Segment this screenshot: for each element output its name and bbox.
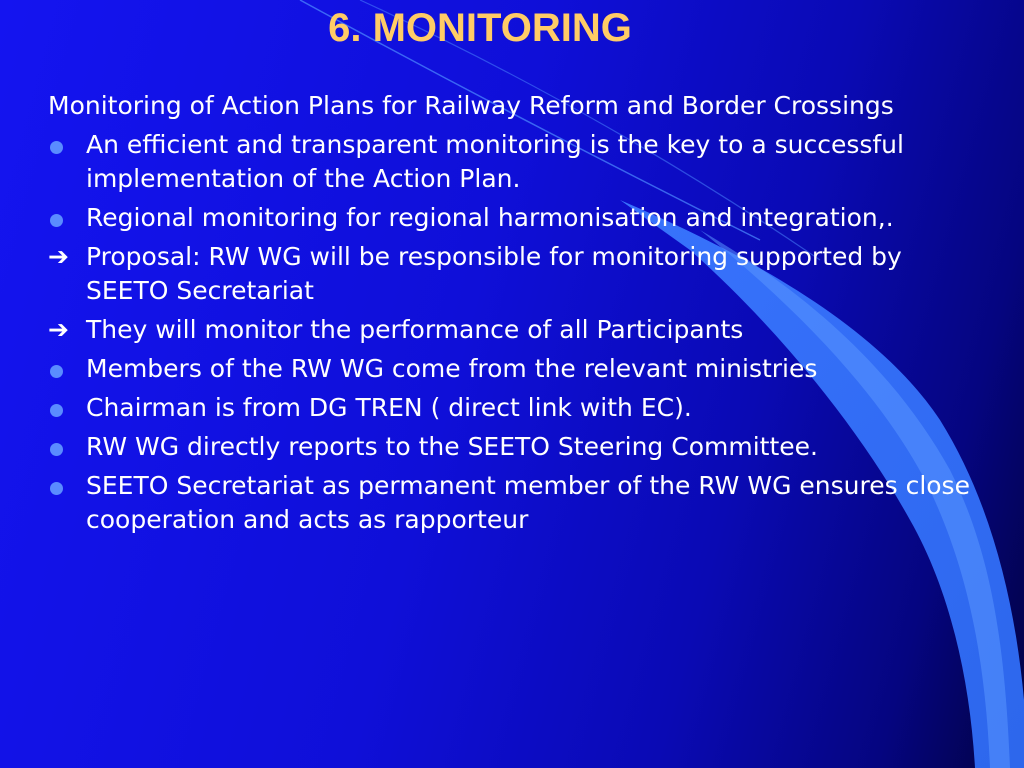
- bullet-dot-icon: [50, 443, 63, 456]
- list-item-text: Chairman is from DG TREN ( direct link with EC).: [86, 393, 692, 422]
- list-item-text: Members of the RW WG come from the relevant ministries: [86, 354, 818, 383]
- slide-body: [48, 89, 978, 542]
- list-item: [48, 391, 978, 425]
- list-item: [48, 128, 978, 196]
- right-arrow-icon: ➔: [48, 315, 69, 344]
- list-item: [48, 352, 978, 386]
- slide-title: 6. MONITORING: [328, 6, 632, 50]
- list-item: [48, 313, 978, 347]
- list-item-text: An efficient and transparent monitoring is the key to a successful implementation of the Action Plan.: [86, 130, 904, 193]
- bullet-dot-icon: [50, 214, 63, 227]
- list-item: [48, 201, 978, 235]
- list-item: [48, 89, 978, 123]
- right-arrow-icon: ➔: [48, 242, 69, 271]
- list-item-text: They will monitor the performance of all Participants: [86, 315, 744, 344]
- bullet-dot-icon: [50, 404, 63, 417]
- list-item: [48, 469, 978, 537]
- bullet-dot-icon: [50, 482, 63, 495]
- list-item-text: Regional monitoring for regional harmonisation and integration,.: [86, 203, 894, 232]
- list-item-text: Monitoring of Action Plans for Railway Reform and Border Crossings: [48, 91, 894, 120]
- bullet-dot-icon: [50, 141, 63, 154]
- list-item-text: SEETO Secretariat as permanent member of the RW WG ensures close cooperation and acts as rapporteur: [86, 471, 970, 534]
- bullet-dot-icon: [50, 365, 63, 378]
- list-item-text: RW WG directly reports to the SEETO Steering Committee.: [86, 432, 818, 461]
- list-item: [48, 240, 978, 308]
- list-item-text: Proposal: RW WG will be responsible for monitoring supported by SEETO Secretariat: [86, 242, 902, 305]
- list-item: [48, 430, 978, 464]
